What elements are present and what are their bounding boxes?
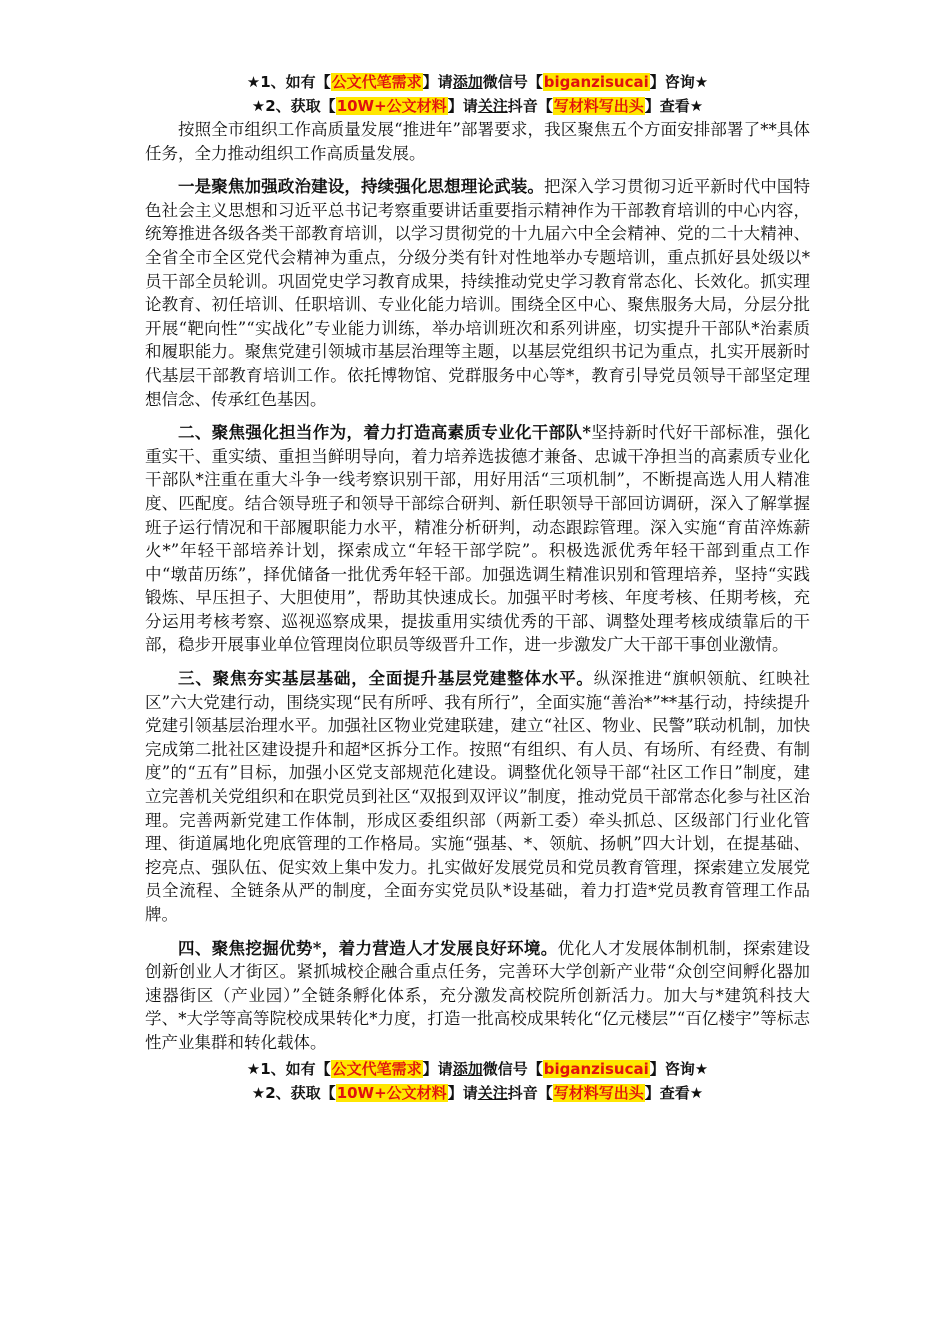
banner-text: 】咨询★ xyxy=(649,1059,709,1078)
section-paragraph-1 xyxy=(145,175,810,411)
top-banner xyxy=(145,70,810,118)
banner-text: 微信号【 xyxy=(482,1059,543,1078)
banner-text: ★2、获取【 xyxy=(251,1083,336,1102)
section-heading: 一是聚焦加强政治建设，持续强化思想理论武装。 xyxy=(178,177,544,197)
banner-highlight: 公文代笔需求 xyxy=(331,1059,422,1078)
banner-highlight: 公文代笔需求 xyxy=(331,73,422,91)
banner-underlined-text: 关注 xyxy=(477,97,508,115)
banner-line-2 xyxy=(145,1081,810,1105)
banner-text: ★1、如有【 xyxy=(246,1059,331,1078)
banner-highlight: biganzisucai xyxy=(543,73,649,91)
section-paragraph-4 xyxy=(145,937,810,1055)
section-paragraph-3 xyxy=(145,667,810,927)
banner-line-1 xyxy=(145,1057,810,1081)
section-heading: 二、聚焦强化担当作为，着力打造高素质专业化干部队* xyxy=(178,423,591,443)
banner-text: ★1、如有【 xyxy=(246,73,331,91)
banner-highlight: 写材料写出头 xyxy=(553,97,644,115)
banner-line-1 xyxy=(145,70,810,94)
section-heading: 三、聚焦夯实基层基础，全面提升基层党建整体水平。 xyxy=(178,669,594,689)
banner-text: 】查看★ xyxy=(644,97,704,115)
banner-text: 】请 xyxy=(447,97,478,115)
banner-text: 微信号【 xyxy=(482,73,543,91)
banner-line-2 xyxy=(145,94,810,118)
section-heading: 四、聚焦挖掘优势*，着力营造人才发展良好环境。 xyxy=(178,938,558,958)
banner-underlined-text: 添加 xyxy=(452,73,483,91)
banner-text: 】请 xyxy=(447,1083,478,1102)
banner-underlined-text: 添加 xyxy=(452,1059,483,1078)
document-page xyxy=(145,70,810,1105)
section-body: 优化人才发展体制机制，探索建设创新创业人才街区。紧抓城校企融合重点任务，完善环大学创新产业带“众创空间孵化器加速器街区（产业园）”全链条孵化体系，充分激发高校院所创新活力。加大与*建筑科技大学、*大学等高等院校成果转化*力度，打造一批高校成果转化“亿元楼层”“百亿楼宇”等标志性产业集群和转化载体。 xyxy=(145,938,810,1052)
bottom-banner xyxy=(145,1057,810,1105)
banner-highlight: 10W+公文材料 xyxy=(336,97,447,115)
banner-highlight: 10W+公文材料 xyxy=(336,1083,447,1102)
banner-text: ★2、获取【 xyxy=(251,97,336,115)
banner-underlined-text: 关注 xyxy=(477,1083,508,1102)
banner-highlight: biganzisucai xyxy=(543,1059,649,1078)
banner-text: 】查看★ xyxy=(644,1083,704,1102)
banner-highlight: 写材料写出头 xyxy=(553,1083,644,1102)
banner-text: 】咨询★ xyxy=(649,73,709,91)
section-body: 纵深推进“旗帜领航、红映社区”六大党建行动，围绕实现“民有所呼、我有所行”，全面实施“善治*”**基行动，持续提升党建引领基层治理水平。加强社区物业党建联建，建立“社区、物业、民警”联动机制，加快完成第二批社区建设提升和超*区拆分工作。按照“有组织、有人员、有场所、有经费、有制度”的“五有”目标，加强小区党支部规范化建设。调整优化领导干部“社区工作日”制度，建立完善机关党组织和在职党员到社区“双报到双评议”制度，推动党员干部常态化参与社区治理。完善两新党建工作体制，形成区委组织部（两新工委）牵头抓总、区级部门行业化管理、街道属地化兜底管理的工作格局。实施“强基、*、领航、扬帆”四大计划，在提基础、挖亮点、强队伍、促实效上集中发力。扎实做好发展党员和党员教育管理，探索建立发展党员全流程、全链条从严的制度，全面夯实党员队*设基础，着力打造*党员教育管理工作品牌。 xyxy=(145,669,811,924)
banner-text: 抖音【 xyxy=(507,97,553,115)
banner-text: 】请 xyxy=(422,1059,453,1078)
section-paragraph-2 xyxy=(145,421,810,657)
section-body: 把深入学习贯彻习近平新时代中国特色社会主义思想和习近平总书记考察重要讲话重要指示精神作为干部教育培训的中心内容，统筹推进各级各类干部教育培训，以学习贯彻党的十九届六中全会精神、党的二十大精神、全省全市全区党代会精神为重点，分级分类有针对性地举办专题培训，重点抓好县处级以*员干部全员轮训。巩固党史学习教育成果，持续推动党史学习教育常态化、长效化。抓实理论教育、初任培训、任职培训、专业化能力培训。围绕全区中心、聚焦服务大局，分层分批开展“靶向性”“实战化”专业能力训练，举办培训班次和系列讲座，切实提升干部队*治素质和履职能力。聚焦党建引领城市基层治理等主题，以基层党组织书记为重点，扎实开展新时代基层干部教育培训工作。依托博物馆、党群服务中心等*，教育引导党员领导干部坚定理想信念、传承红色基因。 xyxy=(145,177,811,409)
section-body: 坚持新时代好干部标准，强化重实干、重实绩、重担当鲜明导向，着力培养选拔德才兼备、忠诚干净担当的高素质专业化干部队*注重在重大斗争一线考察识别干部，用好用活“三项机制”，不断提高选人用人精准度、匹配度。结合领导班子和领导干部综合研判、新任职领导干部回访调研，深入了解掌握班子运行情况和干部履职能力水平，精准分析研判，动态跟踪管理。深入实施“育苗淬炼薪火*”年轻干部培养计划，探索成立“年轻干部学院”。积极选派优秀年轻干部到重点工作中“墩苗历练”，择优储备一批优秀年轻干部。加强选调生精准识别和管理培养，坚持“实践锻炼、早压担子、大胆使用”，帮助其快速成长。加强平时考核、年度考核、任期考核，充分运用考核考察、巡视巡察成果，提拔重用实绩优秀的干部、调整处理考核成绩靠后的干部，稳步开展事业单位管理岗位职员等级晋升工作，进一步激发广大干部干事创业激情。 xyxy=(145,423,811,655)
banner-text: 抖音【 xyxy=(507,1083,553,1102)
intro-paragraph: 按照全市组织工作高质量发展“推进年”部署要求，我区聚焦五个方面安排部署了**具体任务，全力推动组织工作高质量发展。 xyxy=(145,120,810,163)
banner-text: 】请 xyxy=(422,73,453,91)
